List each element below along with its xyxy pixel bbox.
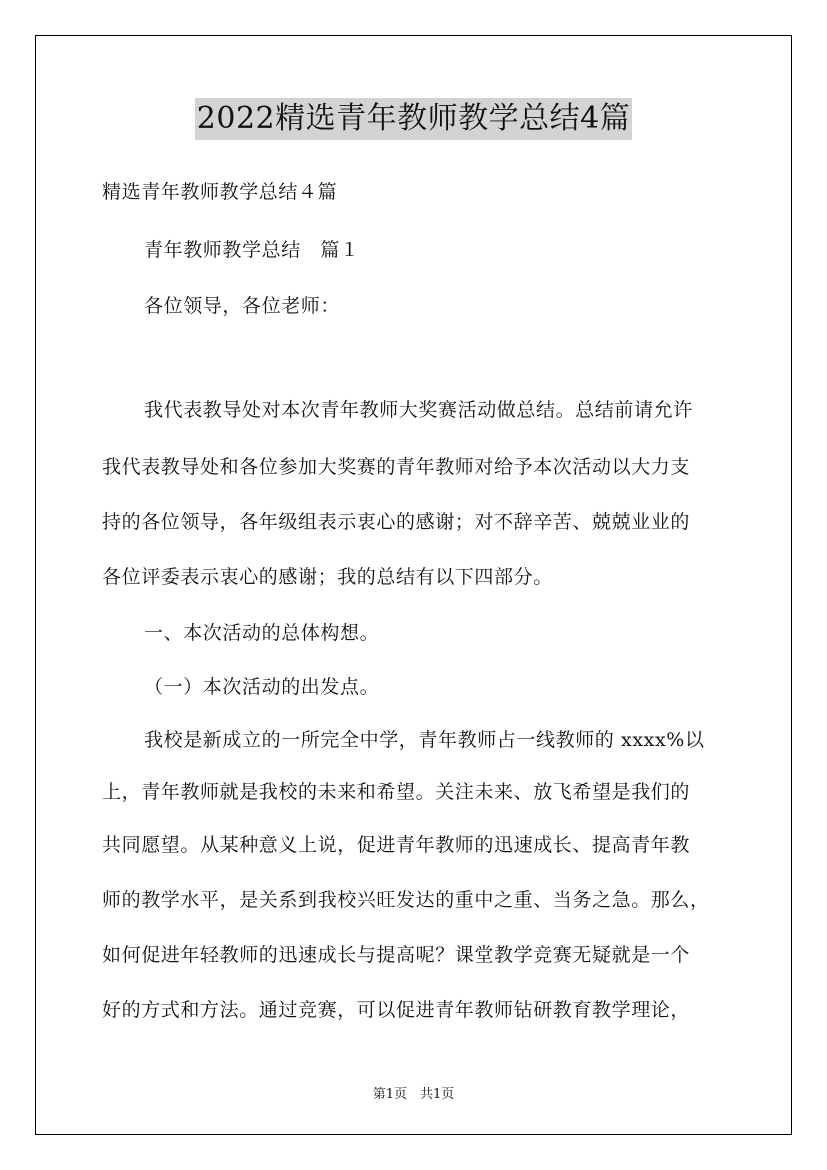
page-number-footer: 第1页 共1页	[372, 1087, 455, 1102]
paragraph-line: 各位评委表示衷心的感谢；我的总结有以下四部分。	[102, 566, 553, 588]
paragraph-line: 师的教学水平，是关系到我校兴旺发达的重中之重、当务之急。那么，	[102, 889, 710, 911]
title-container	[0, 98, 827, 140]
salutation: 各位领导，各位老师：	[144, 295, 341, 317]
paragraph-line: 我代表教导处对本次青年教师大奖赛活动做总结。总结前请允许	[144, 399, 693, 421]
paragraph-line: 上，青年教师就是我校的未来和希望。关注未来、放飞希望是我们的	[102, 781, 691, 803]
section-heading: 青年教师教学总结 篇１	[144, 239, 360, 261]
paragraph-line: 持的各位领导，各年级组表示衷心的感谢；对不辞辛苦、兢兢业业的	[102, 511, 691, 533]
subheading-one: （一）本次活动的出发点。	[144, 676, 380, 698]
subtitle-line: 精选青年教师教学总结４篇	[102, 181, 338, 203]
paragraph-line: 好的方式和方法。通过竞赛，可以促进青年教师钻研教育教学理论，	[102, 999, 691, 1021]
document-title: 2022精选青年教师教学总结4篇	[195, 98, 632, 140]
paragraph-line: 共同愿望。从某种意义上说，促进青年教师的迅速成长、提高青年教	[102, 834, 691, 856]
heading-part-one: 一、本次活动的总体构想。	[144, 622, 380, 644]
paragraph-line: 我校是新成立的一所完全中学，青年教师占一线教师的 xxxx%以	[144, 729, 705, 751]
paragraph-line: 如何促进年轻教师的迅速成长与提高呢？课堂教学竞赛无疑就是一个	[102, 944, 691, 966]
paragraph-line: 我代表教导处和各位参加大奖赛的青年教师对给予本次活动以大力支	[102, 456, 691, 478]
